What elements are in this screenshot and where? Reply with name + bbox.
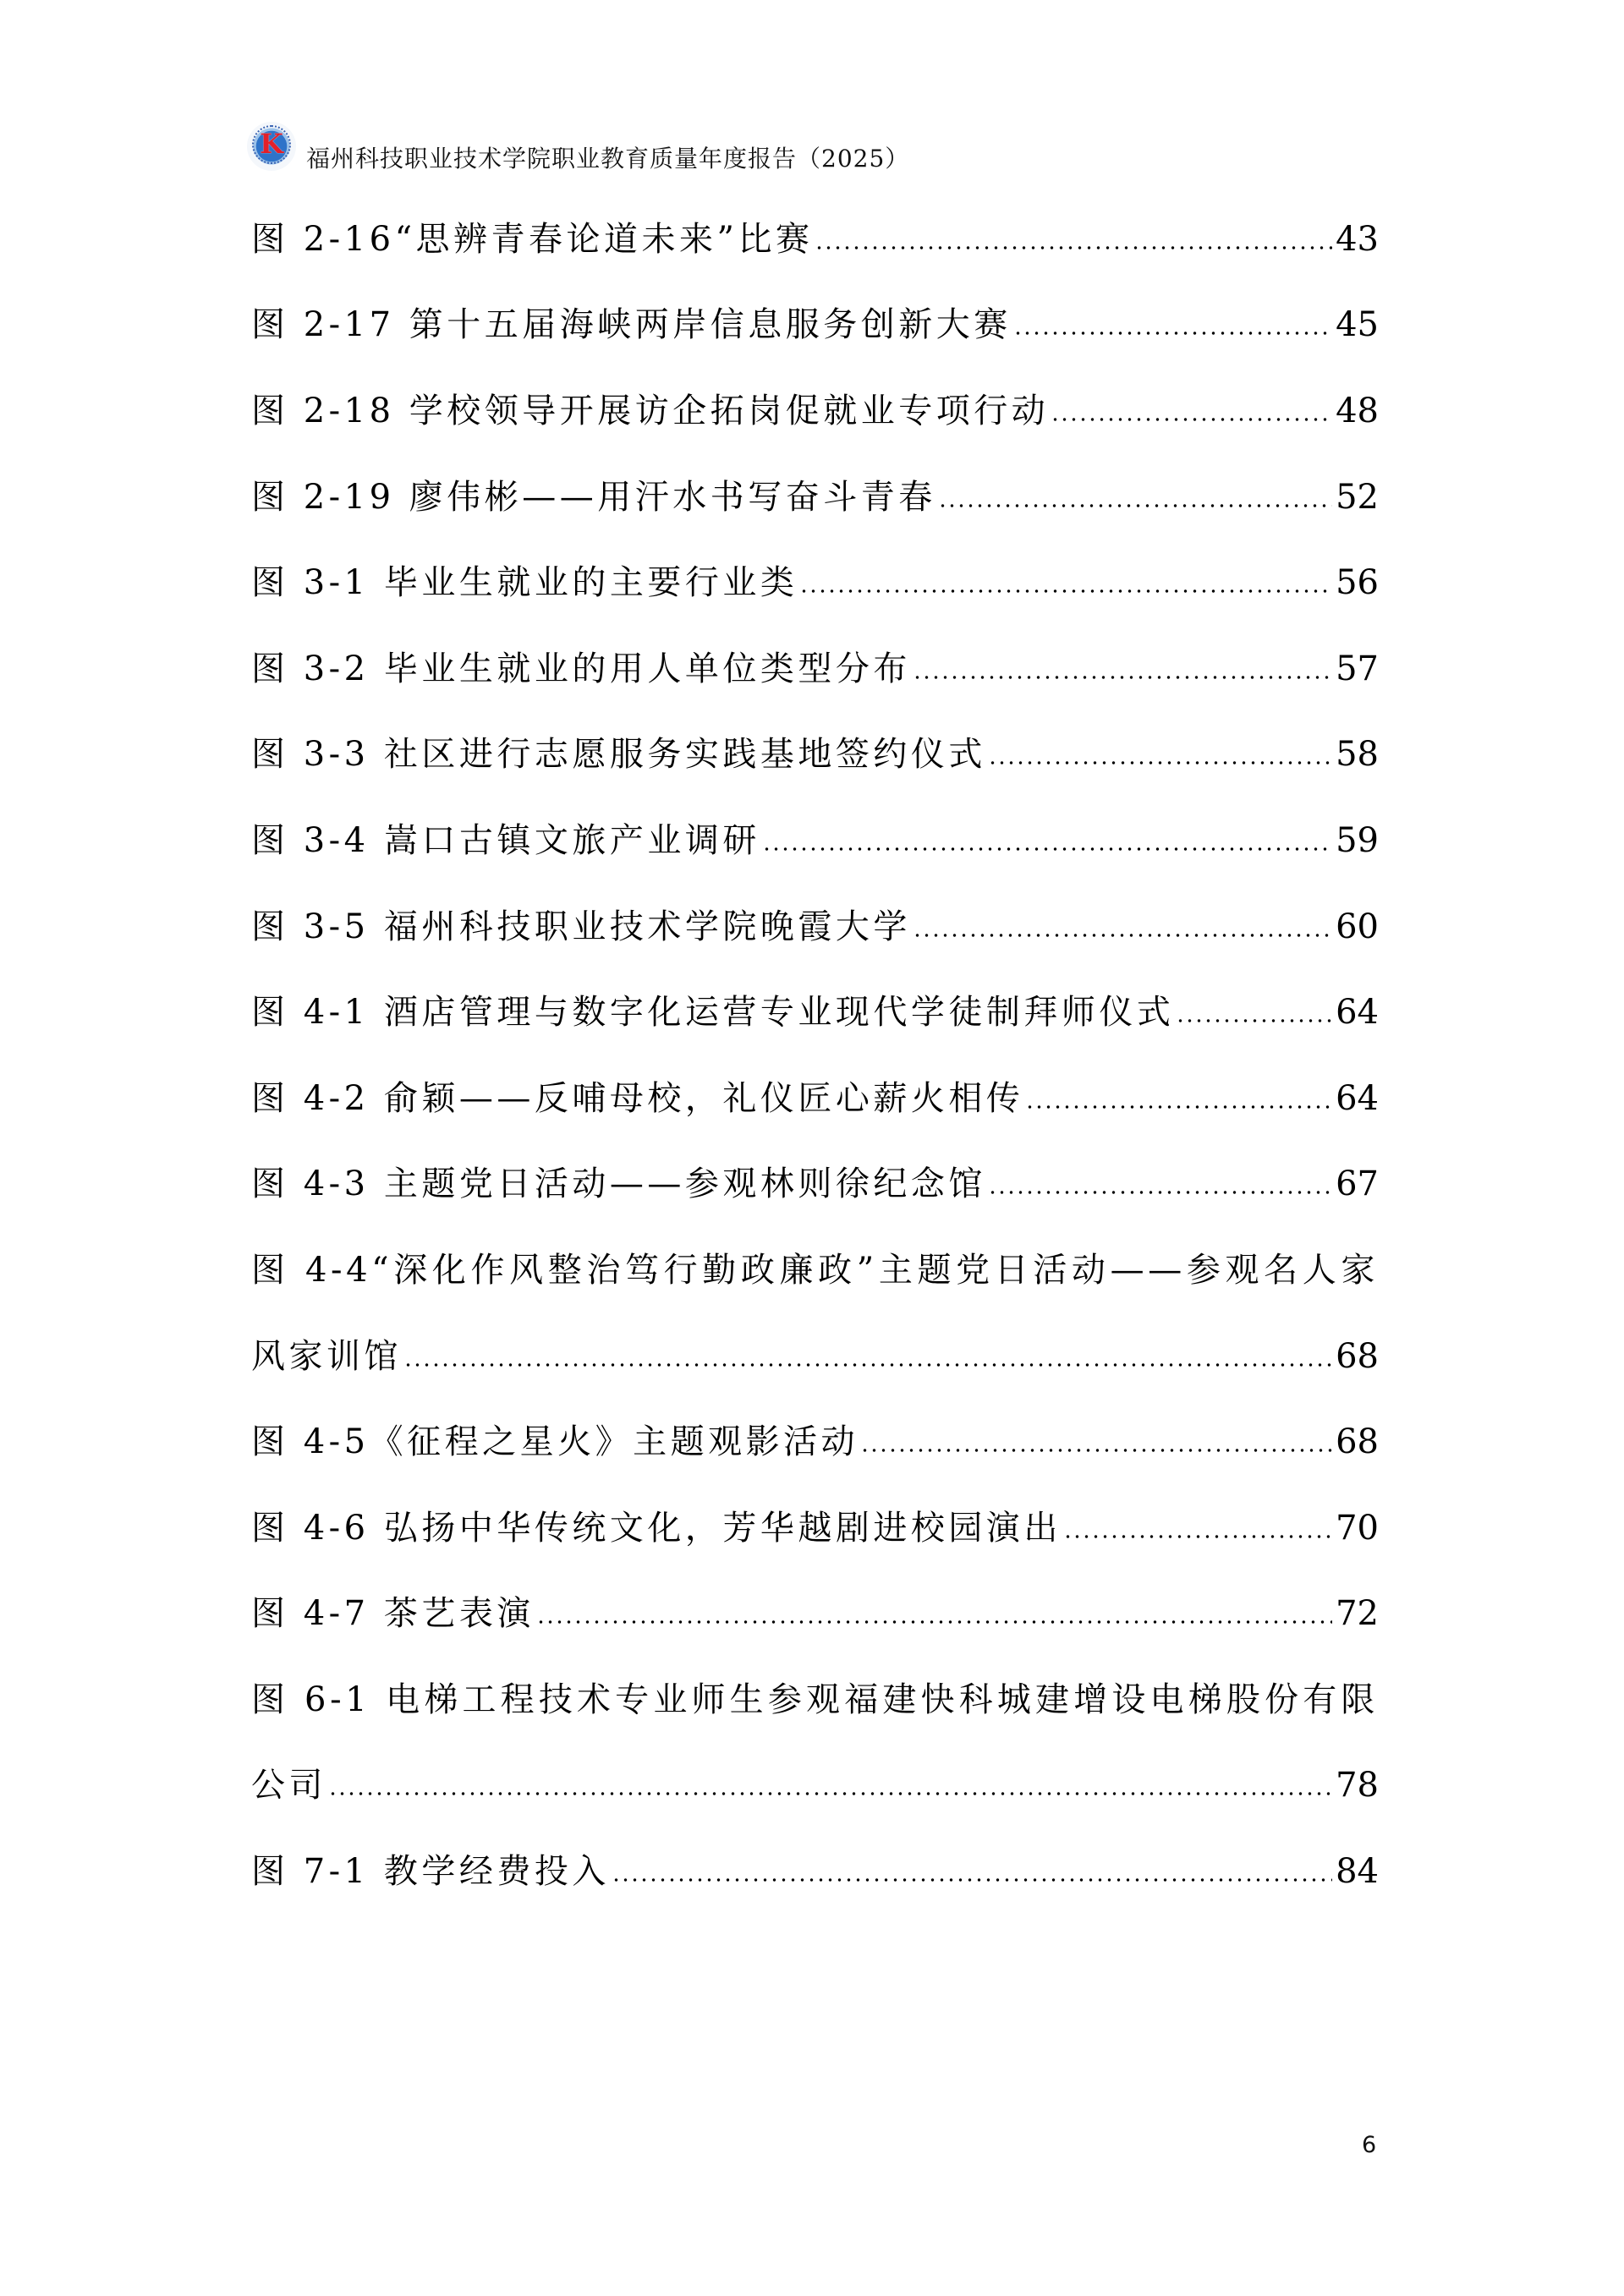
college-logo-icon xyxy=(247,122,296,171)
dot-leader xyxy=(988,1190,1332,1195)
toc-entry-text: 图 2-16“思辨青春论道未来”比赛 xyxy=(251,219,814,259)
toc-page-number: 56 xyxy=(1336,563,1379,603)
toc-entry-text: 图 2-18 学校领导开展访企拓岗促就业专项行动 xyxy=(251,391,1050,430)
toc-entry-text: 图 3-2 毕业生就业的用人单位类型分布 xyxy=(251,649,911,688)
dot-leader xyxy=(762,847,1332,852)
toc-row-wrapped-continuation[interactable] xyxy=(251,1313,1379,1400)
toc-row[interactable] xyxy=(251,1142,1379,1228)
toc-entry-text: 图 3-1 毕业生就业的主要行业类 xyxy=(251,563,798,603)
toc-row[interactable] xyxy=(251,884,1379,970)
toc-page-number: 60 xyxy=(1336,907,1379,946)
dot-leader xyxy=(403,1362,1332,1367)
toc-page-number: 45 xyxy=(1336,305,1379,345)
dot-leader xyxy=(536,1619,1332,1625)
toc-entry-text: 图 3-4 嵩口古镇文旅产业调研 xyxy=(251,820,760,860)
toc-page-number: 64 xyxy=(1336,993,1379,1033)
toc-entry-text: 图 4-4“深化作风整治笃行勤政廉政”主题党日活动——参观名人家 xyxy=(251,1250,1379,1290)
dot-leader xyxy=(1063,1534,1332,1539)
toc-entry-text: 图 2-19 廖伟彬——用汗水书写奋斗青春 xyxy=(251,477,936,517)
dot-leader xyxy=(612,1877,1332,1882)
dot-leader xyxy=(913,933,1332,938)
toc-page-number: 78 xyxy=(1336,1766,1379,1806)
toc-entry-text: 图 4-7 茶艺表演 xyxy=(251,1594,535,1634)
toc-entry-text: 图 4-6 弘扬中华传统文化，芳华越剧进校园演出 xyxy=(251,1508,1062,1548)
toc-page-number: 64 xyxy=(1336,1078,1379,1118)
figure-list xyxy=(251,196,1379,1915)
toc-row[interactable] xyxy=(251,1399,1379,1485)
toc-page-number: 52 xyxy=(1336,477,1379,517)
page-header xyxy=(245,118,1007,173)
toc-row[interactable] xyxy=(251,540,1379,626)
toc-row-wrapped-first-line[interactable] xyxy=(251,1227,1379,1313)
dot-leader xyxy=(815,245,1332,250)
toc-row[interactable] xyxy=(251,626,1379,712)
toc-page-number: 68 xyxy=(1336,1422,1379,1462)
dot-leader xyxy=(799,589,1332,594)
toc-row[interactable] xyxy=(251,1571,1379,1658)
toc-page-number: 84 xyxy=(1336,1852,1379,1892)
toc-row[interactable] xyxy=(251,1828,1379,1915)
toc-page-number: 68 xyxy=(1336,1336,1379,1376)
toc-entry-text: 图 7-1 教学经费投入 xyxy=(251,1852,610,1892)
toc-page-number: 48 xyxy=(1336,391,1379,430)
toc-page-number: 72 xyxy=(1336,1594,1379,1634)
toc-entry-text: 图 4-2 俞颖——反哺母校，礼仪匠心薪火相传 xyxy=(251,1078,1024,1118)
toc-entry-text: 图 2-17 第十五届海峡两岸信息服务创新大赛 xyxy=(251,305,1012,345)
toc-page-number: 57 xyxy=(1336,649,1379,688)
toc-entry-text: 图 3-5 福州科技职业技术学院晚霞大学 xyxy=(251,907,911,946)
toc-page-number: 43 xyxy=(1336,219,1379,259)
toc-entry-text: 风家训馆 xyxy=(251,1336,402,1376)
toc-page-number: 70 xyxy=(1336,1508,1379,1548)
toc-row-wrapped-first-line[interactable] xyxy=(251,1657,1379,1743)
page-number: 6 xyxy=(1362,2132,1377,2158)
dot-leader xyxy=(860,1448,1332,1453)
dot-leader xyxy=(1025,1104,1332,1110)
logo-letter: K xyxy=(260,128,283,160)
toc-row[interactable] xyxy=(251,368,1379,454)
toc-entry-text: 图 6-1 电梯工程技术专业师生参观福建快科城建增设电梯股份有限 xyxy=(251,1680,1379,1719)
dot-leader xyxy=(913,675,1332,680)
toc-row[interactable] xyxy=(251,196,1379,282)
toc-row[interactable] xyxy=(251,969,1379,1055)
toc-entry-text: 图 3-3 社区进行志愿服务实践基地签约仪式 xyxy=(251,735,986,775)
toc-page-number: 58 xyxy=(1336,735,1379,775)
toc-entry-text: 图 4-1 酒店管理与数字化运营专业现代学徒制拜师仪式 xyxy=(251,993,1175,1033)
toc-page-number: 59 xyxy=(1336,820,1379,860)
dot-leader xyxy=(1176,1018,1332,1023)
toc-row[interactable] xyxy=(251,454,1379,540)
toc-row[interactable] xyxy=(251,282,1379,369)
toc-row[interactable] xyxy=(251,797,1379,884)
toc-row[interactable] xyxy=(251,1055,1379,1142)
dot-leader xyxy=(938,503,1332,508)
toc-row-wrapped-continuation[interactable] xyxy=(251,1743,1379,1829)
dot-leader xyxy=(1051,417,1332,422)
toc-entry-text: 公司 xyxy=(251,1766,326,1806)
toc-row[interactable] xyxy=(251,712,1379,798)
toc-entry-text: 图 4-3 主题党日活动——参观林则徐纪念馆 xyxy=(251,1164,986,1204)
dot-leader xyxy=(988,760,1332,765)
toc-page-number: 67 xyxy=(1336,1164,1379,1204)
dot-leader xyxy=(328,1791,1332,1796)
toc-entry-text: 图 4-5《征程之星火》主题观影活动 xyxy=(251,1422,859,1462)
dot-leader xyxy=(1013,331,1332,336)
toc-row[interactable] xyxy=(251,1485,1379,1571)
report-title: 福州科技职业技术学院职业教育质量年度报告（2025） xyxy=(306,145,910,173)
